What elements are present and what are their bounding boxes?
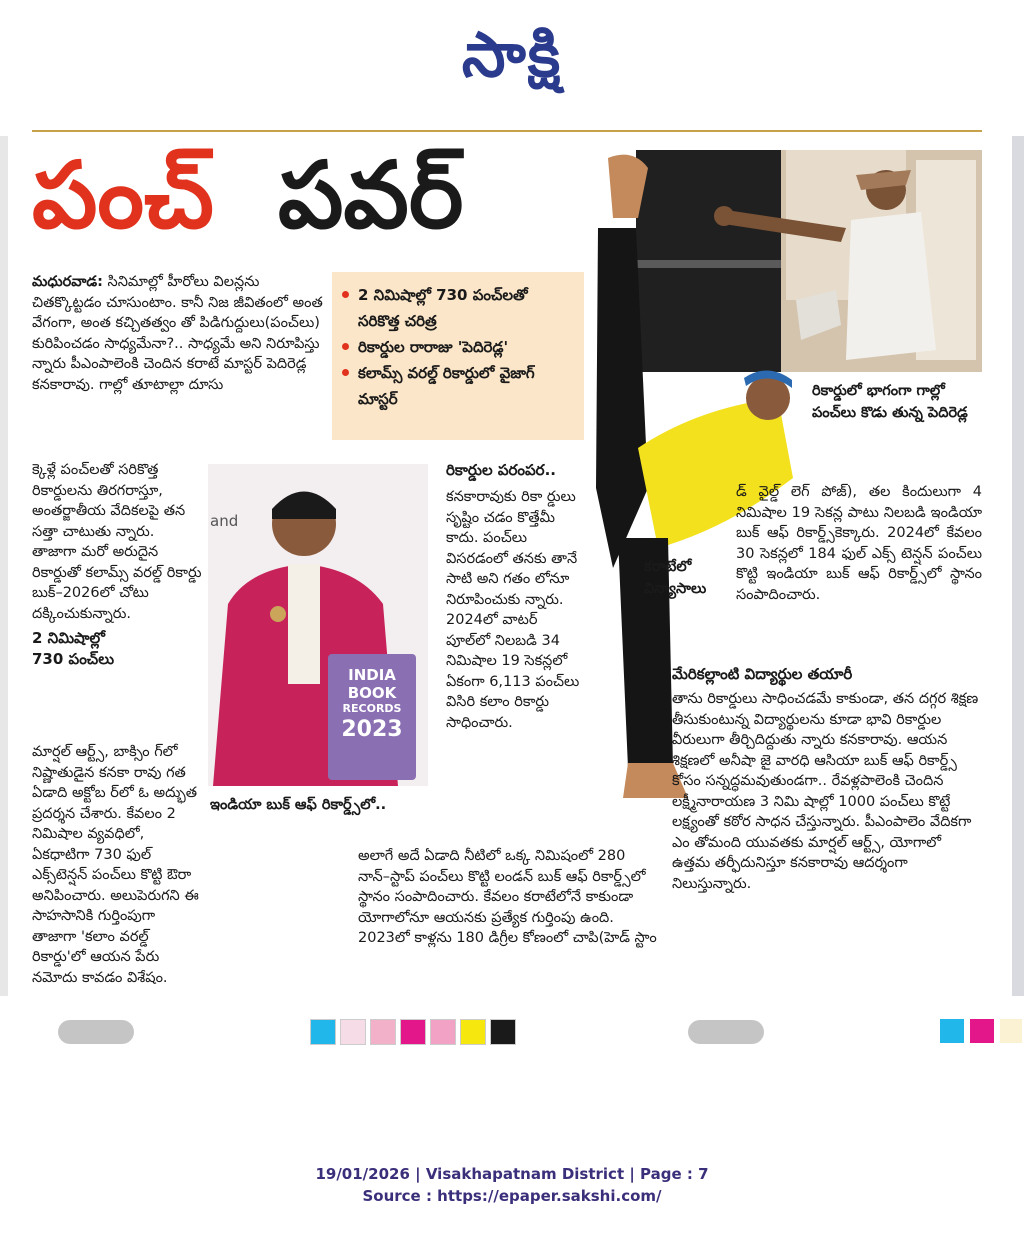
article-paragraph: కనకారావుకు రికా ర్డులు సృష్టిం చడం కొత్తేమీ కాదు. పంచ్‌లు విసరడంలో తనకు తానే సాటి అని గతం లోనూ నిరూపించుకు న్నారు. 2024లో వాటర్ పూల్‌లో నిలబడి 34 నిమిషాల 19 సెకన్లలో ఏకంగా 6,113 పంచ్‌లు విసిరి కలాం రికార్డు సాధించారు. bbox=[446, 489, 580, 731]
color-swatch bbox=[340, 1019, 366, 1045]
article-paragraph: మార్షల్ ఆర్ట్స్, బాక్సిం గ్‌లో నిష్ణాతుడైన కనకా రావు గత ఏడాది అక్టోబ ర్‌లో ఓ అద్భుత ప్రదర్శన చేశారు. కేవలం 2 నిమిషాల వ్యవధిలో, ఏకధాటిగా 730 ఫుల్ ఎక్స్‌టెన్షన్ పంచ్‌లు కొట్టి ఔరా అనిపించారు. అలుపెరుగని ఈ సాహసానికి గుర్తింపుగా తాజాగా 'కలాం వరల్డ్ రికార్డు'లో ఆయన పేరు నమోదు కావడం విశేషం. bbox=[32, 744, 199, 986]
headline bbox=[32, 140, 463, 252]
article-column-3a bbox=[736, 482, 982, 605]
registration-pill-left bbox=[58, 1020, 134, 1044]
portrait-watermark: and bbox=[210, 512, 239, 530]
footer-edition-line: 19/01/2026 | Visakhapatnam District | Page : 7 bbox=[315, 1165, 709, 1183]
article-paragraph: తాను రికార్డులు సాధించడమే కాకుండా, తన దగ్గర శిక్షణ తీసుకుంటున్న విద్యార్థులను కూడా భావి రికార్డుల వీరులుగా తీర్చిదిద్దుతు న్నారు కనకారావు. ఆయన శిక్షణలో అనీషా జై వారధి ఆసియా బుక్ ఆఫ్ రికార్డ్స్ కోసం సన్నద్ధమవుతుండగా.. రేవళ్లపాలెంకి చెందిన లక్ష్మీనారాయణ 3 నిమి షాల్లో 1000 పంచ్‌లు కొట్టే లక్ష్యంతో కఠోర సాధన చేస్తున్నారు. పీఎంపాలెం వేదికగా ఎం తోమంది యువతకు మార్షల్ ఆర్ట్స్, యోగాలో ఉత్తమ తర్ఫీదునిస్తూ కనకారావు ఆదర్శంగా నిలుస్తున్నారు. bbox=[672, 691, 979, 892]
registration-pill-right bbox=[688, 1020, 764, 1044]
photo-portrait-with-book bbox=[208, 464, 428, 786]
article-paragraph: డ్ వైల్డ్ లెగ్ పోజ్), తల కిందులుగా 4 నిమిషాల 19 సెకన్ల పాటు నిలబడి ఇండియా బుక్ ఆఫ్ రికార్డ్స్‌కెక్కారు. 2024లో కేవలం 30 సెకన్లలో 184 ఫుల్ ఎక్స్ టెన్షన్ పంచ్‌లు కొట్టి ఇండియా బుక్ ఆఫ్ రికార్డ్స్‌లో స్థానం సంపాదించారు. bbox=[736, 484, 982, 603]
color-swatch bbox=[460, 1019, 486, 1045]
article-column-3b bbox=[672, 664, 982, 894]
highlights-box bbox=[332, 272, 584, 440]
highlight-item: కలామ్స్ వరల్డ్ రికార్డులో వైజాగ్ మాస్టర్ bbox=[342, 360, 574, 412]
headline-part2: పవర్ bbox=[278, 142, 464, 249]
subhead-training-students: మేరికల్లాంటి విద్యార్థుల తయారీ bbox=[672, 665, 853, 683]
color-swatch bbox=[940, 1019, 964, 1043]
article-column-2 bbox=[446, 460, 582, 733]
color-swatch bbox=[490, 1019, 516, 1045]
color-swatch bbox=[400, 1019, 426, 1045]
article-column-1a bbox=[32, 272, 324, 395]
masthead-logo: సాక్షి bbox=[461, 18, 563, 91]
portrait-caption: ఇండియా బుక్ ఆఫ్ రికార్డ్స్‌లో.. bbox=[210, 797, 387, 813]
article-column-2b bbox=[358, 846, 658, 949]
color-swatch bbox=[310, 1019, 336, 1045]
highlight-item: 2 నిమిషాల్లో 730 పంచ్‌లతో సరికొత్త చరిత్ర bbox=[342, 282, 574, 334]
article-paragraph: అలాగే అదే ఏడాది నీటిలో ఒక్క నిమిషంలో 280 నాన్–స్టాప్ పంచ్‌లు కొట్టి లండన్ బుక్ ఆఫ్ రికార్డ్స్‌లో స్థానం సంపాదించారు. కేవలం కరాటేలోనే కాకుండా యోగాలోనూ ఆయనకు ప్రత్యేక గుర్తింపు ఉంది. 2023లో కాళ్లను 180 డిగ్రీల కోణంలో చాపి(హెడ్ స్టాం bbox=[358, 848, 657, 946]
article-column-1b bbox=[32, 460, 202, 670]
highlight-item: రికార్డుల రారాజు 'పెదిరెడ్ల' bbox=[342, 334, 574, 360]
color-swatch bbox=[370, 1019, 396, 1045]
footer-source-line: Source : https://epaper.sakshi.com/ bbox=[362, 1187, 662, 1205]
top-right-photo-caption: రికార్డులో భాగంగా గాల్లో పంచ్‌లు కొడు తున్న పెదిరెడ్ల bbox=[812, 383, 968, 421]
subhead-records-series: రికార్డుల పరంపర.. bbox=[446, 461, 556, 479]
subhead-730-punches: 2 నిమిషాల్లో 730 పంచ్‌లు bbox=[32, 629, 115, 668]
bullet-icon bbox=[342, 291, 349, 298]
color-swatch bbox=[970, 1019, 994, 1043]
color-swatch bbox=[1000, 1019, 1022, 1043]
masthead-divider bbox=[32, 130, 982, 132]
article-paragraph: క్కెళ్లే పంచ్‌లతో సరికొత్త రికార్డులను తిరగరాస్తూ, అంతర్జాతీయ వేదికలపై తన సత్తా చాటుతు న్నారు. తాజాగా మరో అరుదైన రికార్డుతో కలామ్స్ వరల్డ్ రికార్డు బుక్–2026లో చోటు దక్కించుకున్నారు. bbox=[32, 462, 202, 622]
headline-part1: పంచ్ bbox=[32, 142, 214, 249]
article-lede: మధురవాడ: సినిమాల్లో హీరోలు విలన్లను చితక్కొట్టడం చూసుంటాం. కానీ నిజ జీవితంలో అంత వేగంగా, అంత కచ్చితత్వం తో పిడిగుద్దులు(పంచ్‌లు) కురిపించడం సాధ్యమేనా?.. సాధ్యమే అని నిరూపిస్తు న్నారు పీఎంపాలెంకి చెందిన కరాటే మాస్టర్ పెదిరెడ్ల కనకారావు. గాల్లో తూటాల్లా దూసు bbox=[32, 274, 323, 393]
color-swatch bbox=[430, 1019, 456, 1045]
page-left-edge bbox=[0, 136, 8, 996]
article-column-1c bbox=[32, 742, 202, 988]
page-right-edge bbox=[1012, 136, 1024, 996]
bullet-icon bbox=[342, 369, 349, 376]
india-book-of-records-cover: INDIA BOOK RECORDS 2023 bbox=[328, 654, 416, 780]
karate-caption: కరాటేలో విన్యాసాలు bbox=[644, 559, 707, 597]
bullet-icon bbox=[342, 343, 349, 350]
